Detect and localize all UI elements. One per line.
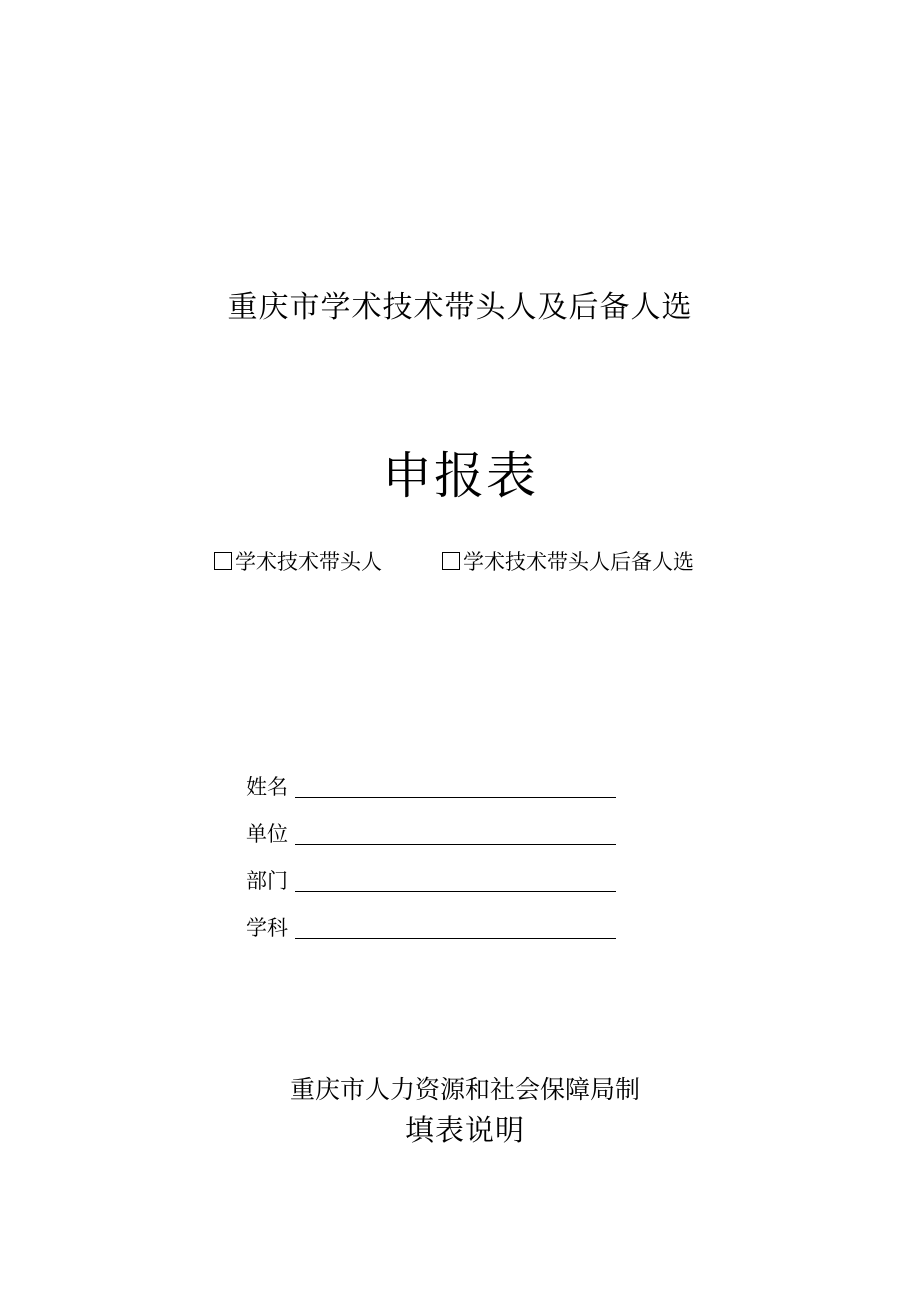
department-input-line[interactable] bbox=[295, 891, 616, 892]
name-field-row bbox=[246, 774, 616, 800]
form-title-main: 申报表 bbox=[382, 447, 538, 505]
department-field-row bbox=[246, 868, 616, 894]
instructions-heading: 填表说明 bbox=[404, 1113, 525, 1147]
department-label: 部门 bbox=[246, 869, 288, 893]
option-academic-leader-reserve[interactable] bbox=[442, 546, 694, 576]
subject-label: 学科 bbox=[246, 916, 288, 940]
unit-input-line[interactable] bbox=[295, 844, 616, 845]
checkbox-icon[interactable] bbox=[214, 552, 232, 570]
checkbox-icon[interactable] bbox=[442, 552, 460, 570]
name-input-line[interactable] bbox=[295, 797, 616, 798]
option-academic-leader[interactable] bbox=[214, 546, 382, 576]
subject-input-line[interactable] bbox=[295, 938, 616, 939]
form-title-line1: 重庆市学术技术带头人及后备人选 bbox=[227, 290, 693, 325]
unit-label: 单位 bbox=[246, 822, 288, 846]
issuer-text: 重庆市人力资源和社会保障局制 bbox=[289, 1075, 640, 1104]
name-label: 姓名 bbox=[246, 775, 288, 799]
option-label: 学术技术带头人后备人选 bbox=[463, 550, 694, 574]
subject-field-row bbox=[246, 915, 616, 941]
unit-field-row bbox=[246, 821, 616, 847]
option-label: 学术技术带头人 bbox=[235, 550, 382, 574]
